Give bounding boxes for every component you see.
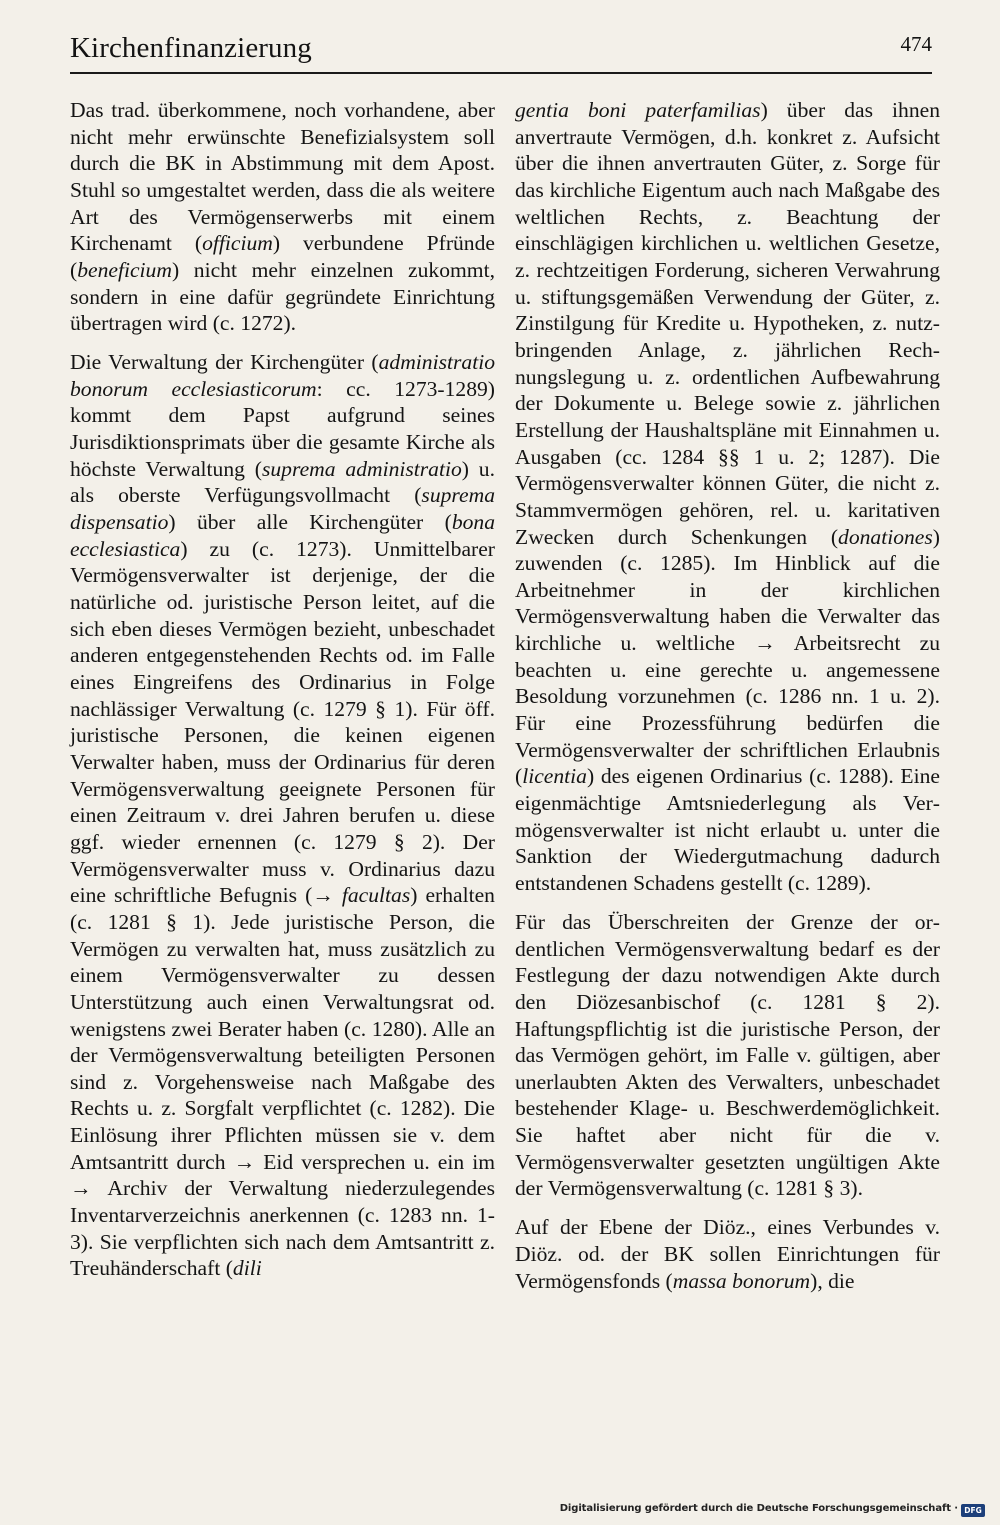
latin-term: officium bbox=[202, 231, 273, 256]
page-number: 474 bbox=[900, 32, 932, 56]
text-run: Die Verwaltung der Kirchengüter ( bbox=[70, 350, 379, 375]
text-run: ) u. als oberste Verfügungsvollmacht ( bbox=[70, 456, 495, 508]
text-run: Das trad. überkommene, noch vorhandene, aber nicht mehr erwünschte Benefizialsystem soll durch die BK in Abstimmung mit dem Apost. Stuhl so umgestaltet werden, dass die als weitere Art des Vermögenserwerbs mit einem Kirchenamt ( bbox=[70, 98, 495, 256]
left-text-column bbox=[70, 97, 495, 1294]
latin-term: facultas bbox=[341, 883, 411, 908]
paragraph-ueberschreiten: Für das Überschreiten der Grenze der ordentlichen Vermögensverwaltung bedarf es der Festlegung der dazu notwendigen Akte durch den Diözesanbischof (c. 1281 § 2). Haftungspflichtig ist die juristische Person, der das Vermögen gehört, im Falle v. gültigen, aber unerlaubten Akten des Verwalters, unbeschadet bestehender Klage- u. Beschwerdemöglichkeit. Sie haftet aber nicht für die v. Vermögensverwalter gesetzten ungültigen Akte der Vermögensverwaltung (c. 1281 § 3). bbox=[515, 909, 940, 1201]
text-run: ), die bbox=[810, 1268, 855, 1293]
digitization-footer bbox=[560, 1503, 985, 1519]
latin-term: suprema administratio bbox=[261, 456, 462, 481]
latin-term: licentia bbox=[522, 764, 587, 789]
latin-term: bona ecclesiastica bbox=[70, 510, 495, 561]
paragraph-benefizialsystem bbox=[70, 97, 495, 337]
paragraph-verwaltung bbox=[70, 349, 495, 1282]
text-run: Auf der Ebene der Diöz., eines Verbundes v. Diöz. od. der BK sollen Einrichtungen für Vermögensfonds ( bbox=[515, 1215, 940, 1293]
running-header bbox=[70, 30, 932, 74]
latin-term: dili bbox=[232, 1256, 262, 1281]
latin-term: donationes bbox=[838, 524, 933, 549]
latin-term: administratio bonorum ecclesiasticorum bbox=[70, 350, 495, 401]
text-run: ) über das ihnen anvertraute Vermögen, d.h. konkret z. Aufsicht über die ihnen anvertrauten Güter, z. Sorge für das kirchliche Eigentum auch nach Maßgabe des weltlichen Rechts, z. Beachtung der einschlägigen kirchlichen u. weltlichen Gesetze, z. rechtzeitigen Forderung, sicheren Verwahrung u. stiftungsgemäßen Verwendung der Güter, z. Zinstilgung für Kredite u. Hypotheken, z. nutzbringenden Anlage, z. jährlichen Rechnungslegung u. z. ordentlichen Aufbewahrung der Dokumente u. Belege sowie z. jährlichen Erstellung der Haushaltspläne mit Einnahmen u. Ausgaben (cc. 1284 §§ 1 u. 2; 1287). Die Vermögensverwalter können Güter, die nicht z. Stammvermögen gehören, rel. u. karitativen Zwecken durch Schenkungen ( bbox=[515, 98, 940, 549]
text-run: ) nicht mehr einzelnen zukommt, sondern in eine dafür gegründete Einrichtung übertragen wird (c. 1272). bbox=[70, 257, 495, 336]
latin-term: beneficium bbox=[77, 257, 172, 282]
dfg-logo: DFG bbox=[961, 1504, 985, 1517]
latin-term: gentia boni paterfamilias bbox=[515, 98, 761, 122]
paragraph-vermoegensfonds bbox=[515, 1214, 940, 1294]
page-header-title: Kirchenfinanzierung bbox=[70, 32, 312, 64]
text-run: ) erhalten (c. 1281 § 1). Jede juristische Person, die Vermögen zu verwalten hat, muss zusätzlich zu einem Vermögensverwalter zu dessen Unterstützung auch einen Verwaltungsrat od. wenigstens zwei Berater haben (c. 1280). Alle an der Vermögensverwaltung beteiligten Personen sind z. Vorgehensweise nach Maßgabe des Rechts u. z. Sorgfalt verpflichtet (c. 1282). Die Einlösung ihrer Pflichten müssen sie v. dem Amtsantritt durch → Eid versprechen u. ein im → Archiv der Verwaltung niederzulegendes Inventarverzeichnis anerkennen (c. 1283 nn. 1-3). Sie verpflichten sich nach dem Amtsantritt z. Treuhänderschaft ( bbox=[70, 883, 495, 1281]
funding-notice: Digitalisierung gefördert durch die Deutsche Forschungsgemeinschaft · bbox=[559, 1503, 958, 1514]
text-run: ) zuwenden (c. 1285). Im Hinblick auf die Arbeitnehmer in der kirchlichen Vermögensverwaltung haben die Verwalter das kirchliche u. weltliche → Arbeitsrecht zu beachten u. eine gerechte u. angemessene Besoldung vorzunehmen (c. 1286 nn. 1 u. 2). Für eine Prozessführung bedürfen die Vermögensverwalter der schriftlichen Erlaubnis ( bbox=[515, 524, 940, 789]
right-text-column bbox=[515, 97, 940, 1306]
text-run: ) zu (c. 1273). Unmittelbarer Vermögensverwalter ist derjenige, der die natürliche od. juristische Person leitet, auf die sich eben dieses Vermögen bezieht, unbeschadet anderen entgegenstehenden Rechts od. im Falle eines Eingreifens des Ordinarius in Folge nachlässiger Verwaltung (c. 1279 § 1). Für öff. juristische Personen, die keinen eigenen Verwalter haben, muss der Ordinarius für deren Vermögensverwaltung geeignete Personen für einen Zeitraum v. drei Jahren berufen u. diese ggf. wieder ernennen (c. 1279 § 2). Der Vermögensverwalter muss v. Ordinarius dazu eine schriftliche Befugnis (→ bbox=[70, 536, 495, 908]
text-run: ) über alle Kirchengüter ( bbox=[168, 510, 452, 535]
latin-term: suprema dispensatio bbox=[70, 483, 495, 535]
text-run: ) des eigenen Ordinarius (c. 1288). Eine eigenmächtige Amtsniederlegung als Vermögensverwalter ist nicht erlaubt u. unter die Sanktion der Wiedergutmachung dadurch entstandenen Schadens gestellt (c. 1289). bbox=[515, 764, 940, 896]
paragraph-treuhaenderschaft bbox=[515, 97, 940, 897]
latin-term: massa bonorum bbox=[672, 1268, 811, 1293]
text-run: ) verbundene Pfründe ( bbox=[70, 231, 495, 282]
text-run: : cc. 1273-1289) kommt dem Papst aufgrund seines Jurisdiktionsprimats über die gesamte Kirche als höchste Verwaltung ( bbox=[70, 376, 495, 481]
